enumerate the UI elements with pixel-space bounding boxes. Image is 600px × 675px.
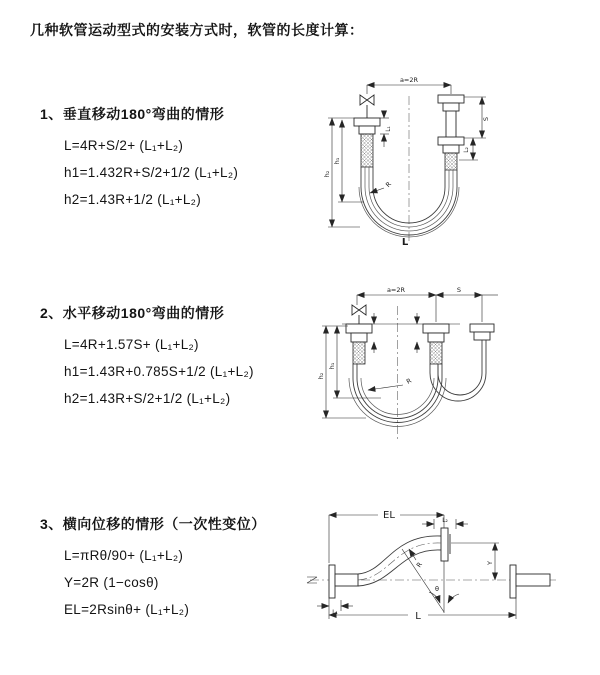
formula-line: Y=2R (1−cosθ) [64, 575, 159, 590]
radius-label: R [405, 376, 413, 386]
right-pipe [516, 574, 550, 586]
right-fitting [470, 324, 494, 332]
dim-label-a2r: a=2R [399, 76, 419, 84]
hose-lower-edge [358, 550, 441, 586]
left-flange [329, 565, 335, 598]
middle-fitting [423, 324, 449, 333]
dim-label-el: EL [383, 510, 395, 521]
braided-hose-middle [430, 342, 442, 364]
right-fitting-top [438, 95, 464, 103]
section-3-formulas [64, 542, 266, 623]
dim-label-h1: h₁ [328, 362, 336, 370]
radius-label: R [414, 560, 424, 570]
dim-label-y: Y [486, 561, 494, 565]
hose-upper-edge [358, 536, 441, 574]
dim-label-l1: L₁ [386, 126, 392, 132]
radius-label: R [384, 180, 394, 190]
diagram-vertical-bend [312, 66, 512, 254]
dim-label-a2r: a=2R [386, 286, 406, 294]
formula-line: L=4R+1.57S+ (L₁+L₂) [64, 337, 199, 352]
page-title: 几种软管运动型式的安装方式时，软管的长度计算： [30, 22, 364, 38]
formula-line: h1=1.432R+S/2+1/2 (L₁+L₂) [64, 165, 239, 180]
length-label: L [401, 237, 409, 248]
section-vertical-bend [40, 104, 238, 213]
braided-hose-left [361, 134, 373, 167]
section-2-heading: 2、水平移动180°弯曲的情形 [40, 305, 225, 321]
dim-label-l2: L₂ [442, 518, 448, 524]
hose-centerline [358, 543, 441, 580]
upper-flange [441, 528, 448, 561]
formula-line: L=πRθ/90+ (L₁+L₂) [64, 548, 184, 563]
right-flange [510, 565, 516, 598]
dim-label-s: S [482, 116, 490, 122]
diagram-horizontal-bend [306, 278, 518, 450]
length-label: L [415, 611, 421, 622]
left-fitting [354, 118, 380, 126]
dim-label-l1: L₁ [332, 610, 338, 616]
braided-hose-right [445, 153, 457, 170]
dim-label-l2: L₂ [464, 147, 470, 153]
hose-arc [349, 378, 446, 427]
diagram-lateral-displacement [298, 503, 564, 639]
angle-label: θ [435, 585, 439, 593]
valve-icon [360, 95, 374, 105]
left-pipe [335, 574, 358, 586]
dim-label-h2: h₂ [317, 372, 325, 380]
dim-label-h2: h₂ [323, 170, 331, 178]
right-fitting-mid [438, 137, 464, 145]
valve-icon [352, 305, 366, 315]
formula-line: h2=1.43R+S/2+1/2 (L₁+L₂) [64, 391, 231, 406]
left-fitting [346, 324, 372, 333]
formula-line: h1=1.43R+0.785S+1/2 (L₁+L₂) [64, 364, 254, 379]
formula-line: L=4R+S/2+ (L₁+L₂) [64, 138, 184, 153]
section-1-heading: 1、垂直移动180°弯曲的情形 [40, 106, 225, 122]
section-2-formulas [64, 331, 254, 412]
formula-line: h2=1.43R+1/2 (L₁+L₂) [64, 192, 202, 207]
braided-hose-left [353, 342, 365, 364]
section-horizontal-bend [40, 303, 254, 412]
dim-label-s: S [456, 286, 462, 294]
section-3-heading: 3、横向位移的情形（一次性变位） [40, 516, 266, 532]
section-1-formulas [64, 132, 238, 213]
dim-label-h1: h₁ [333, 157, 341, 165]
formula-line: EL=2Rsinθ+ (L₁+L₂) [64, 602, 190, 617]
section-lateral-displacement [40, 514, 266, 623]
